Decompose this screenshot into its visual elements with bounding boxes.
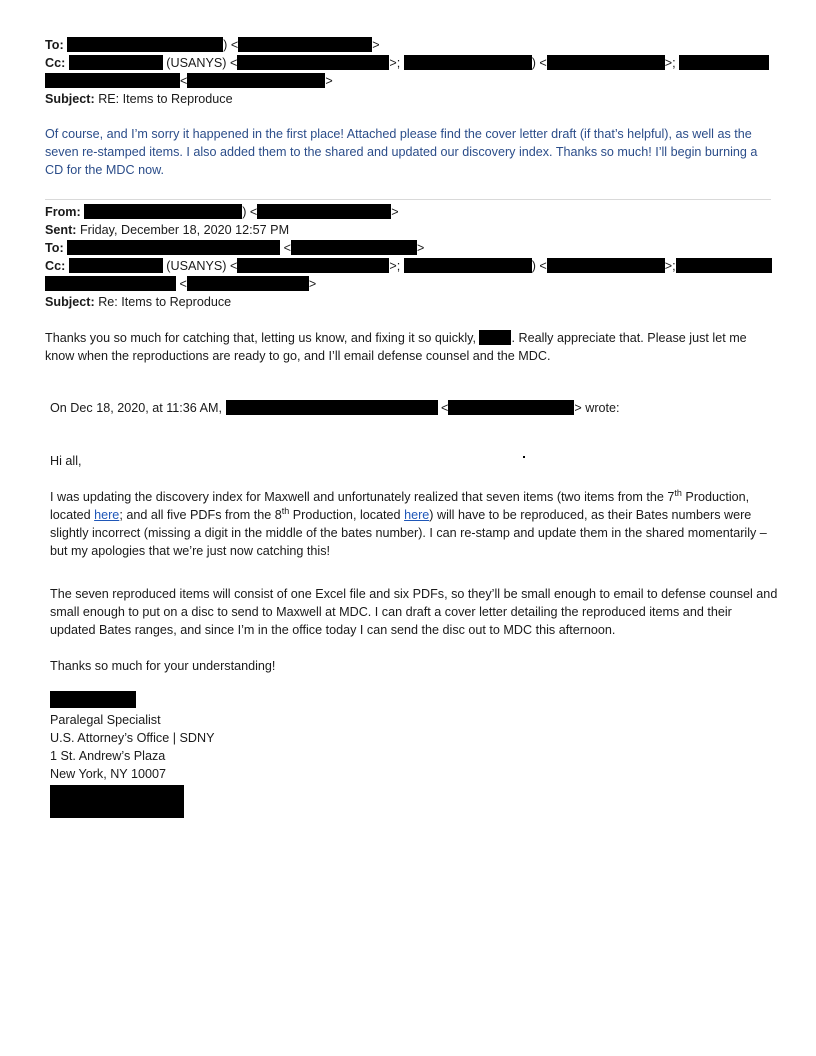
original-intro: On Dec 18, 2020, at 11:36 AM, < > wrote: bbox=[50, 401, 620, 415]
stray-dot bbox=[523, 456, 525, 458]
original-paragraph-2: The seven reproduced items will consist of one Excel file and six PDFs, so they’ll be small enough to email to defense counsel and small enough to put on a disc to send to Maxwell at MDC. I can draft a cover letter detailing the reproduced items and their updated Bates ranges, and since I’m in the office today I can send the disc out to MDC this afternoon. bbox=[50, 587, 778, 637]
reply-body: Of course, and I’m sorry it happened in the first place! Attached please find the cover letter draft (if that’s helpful), as well as the seven re-stamped items. I also added them to the shared and updated our discovery index. Thanks so much! I’ll begin burning a CD for the MDC now. bbox=[45, 127, 758, 177]
from-label: From: bbox=[45, 205, 81, 219]
redacted-email bbox=[547, 55, 665, 70]
redacted-name bbox=[404, 258, 532, 273]
intro-prefix: On Dec 18, 2020, at 11:36 AM, bbox=[50, 401, 222, 415]
p1-text-b: Production, located bbox=[50, 490, 750, 522]
fwd-sent-line bbox=[45, 221, 289, 239]
redacted-name bbox=[67, 37, 223, 52]
reply-cc-line-2: < > bbox=[45, 72, 333, 90]
redacted-name bbox=[479, 330, 511, 345]
fwd-to-line: To: < > bbox=[45, 241, 425, 255]
redacted-name bbox=[679, 55, 769, 70]
redacted-name bbox=[45, 73, 180, 88]
ordinal-suffix: th bbox=[674, 487, 682, 498]
redacted-email bbox=[238, 37, 372, 52]
to-label: To: bbox=[45, 38, 64, 52]
sig-title: Paralegal Specialist bbox=[50, 713, 161, 727]
subject-text: RE: Items to Reproduce bbox=[98, 92, 233, 106]
redacted-name bbox=[69, 258, 163, 273]
greeting: Hi all, bbox=[50, 454, 82, 468]
p1-text-a: I was updating the discovery index for Maxwell and unfortunately realized that seven items (two items from the 7 bbox=[50, 490, 675, 504]
redacted-name bbox=[676, 258, 772, 273]
production-8-link[interactable]: here bbox=[404, 508, 430, 522]
sig-addr1: 1 St. Andrew’s Plaza bbox=[50, 749, 166, 763]
cc-org: (USANYS) bbox=[166, 56, 227, 70]
p1-text-c: ; and all five PDFs from the 8 bbox=[119, 508, 282, 522]
redacted-email bbox=[187, 73, 325, 88]
sig-addr2: New York, NY 10007 bbox=[50, 767, 166, 781]
ordinal-suffix: th bbox=[281, 505, 290, 516]
redacted-email bbox=[187, 276, 309, 291]
redacted-name bbox=[67, 240, 280, 255]
redacted-contact-block bbox=[50, 785, 184, 818]
redacted-name bbox=[226, 400, 438, 415]
original-paragraph-1 bbox=[50, 488, 778, 560]
reply-cc-line: Cc: (USANYS) < >; ) < >; bbox=[45, 54, 769, 72]
cc-org: (USANYS) bbox=[166, 259, 227, 273]
fwd-cc-line-2: < > bbox=[45, 275, 316, 293]
fwd-body-part1: Thanks you so much for catching that, letting us know, and fixing it so quickly, bbox=[45, 331, 476, 345]
p1-text-d: Production, located bbox=[289, 508, 405, 522]
redacted-signature-name bbox=[50, 691, 136, 708]
redacted-email bbox=[237, 258, 389, 273]
fwd-body-part2: . Really appreciate that. Please just let me know when the reproductions are ready to go, and I’ll email defense counsel and the MDC. bbox=[45, 331, 747, 363]
redacted-name bbox=[69, 55, 163, 70]
fwd-body bbox=[45, 329, 773, 365]
intro-suffix: wrote: bbox=[585, 401, 620, 415]
reply-subject-line bbox=[45, 90, 233, 108]
production-7-link[interactable]: here bbox=[94, 508, 120, 522]
redacted-email bbox=[547, 258, 665, 273]
to-label: To: bbox=[45, 241, 64, 255]
p1-text-e: ) will have to be reproduced, as their Bates numbers were slightly incorrect (missing a digit in the middle of the bates number). I can re-stamp and update them in the shared momentarily – but my apologies that we’re just now catching this! bbox=[50, 508, 767, 558]
closing: Thanks so much for your understanding! bbox=[50, 659, 276, 673]
redacted-name bbox=[404, 55, 532, 70]
subject-text: Re: Items to Reproduce bbox=[98, 295, 232, 309]
subject-label: Subject: bbox=[45, 295, 95, 309]
divider bbox=[45, 199, 771, 200]
redacted-email bbox=[237, 55, 389, 70]
reply-to-line: To: ) < > bbox=[45, 38, 380, 52]
sig-org: U.S. Attorney’s Office | SDNY bbox=[50, 731, 215, 745]
cc-label: Cc: bbox=[45, 56, 66, 70]
fwd-from-line: From: ) < > bbox=[45, 205, 399, 219]
redacted-name bbox=[45, 276, 176, 291]
subject-label: Subject: bbox=[45, 92, 95, 106]
redacted-name bbox=[84, 204, 242, 219]
fwd-cc-line: Cc: (USANYS) < >; ) < >; bbox=[45, 257, 772, 275]
redacted-email bbox=[291, 240, 417, 255]
sent-label: Sent: bbox=[45, 223, 77, 237]
redacted-email bbox=[257, 204, 391, 219]
cc-label: Cc: bbox=[45, 259, 66, 273]
redacted-email bbox=[448, 400, 574, 415]
fwd-subject-line bbox=[45, 293, 231, 311]
sent-date: Friday, December 18, 2020 12:57 PM bbox=[79, 223, 290, 237]
